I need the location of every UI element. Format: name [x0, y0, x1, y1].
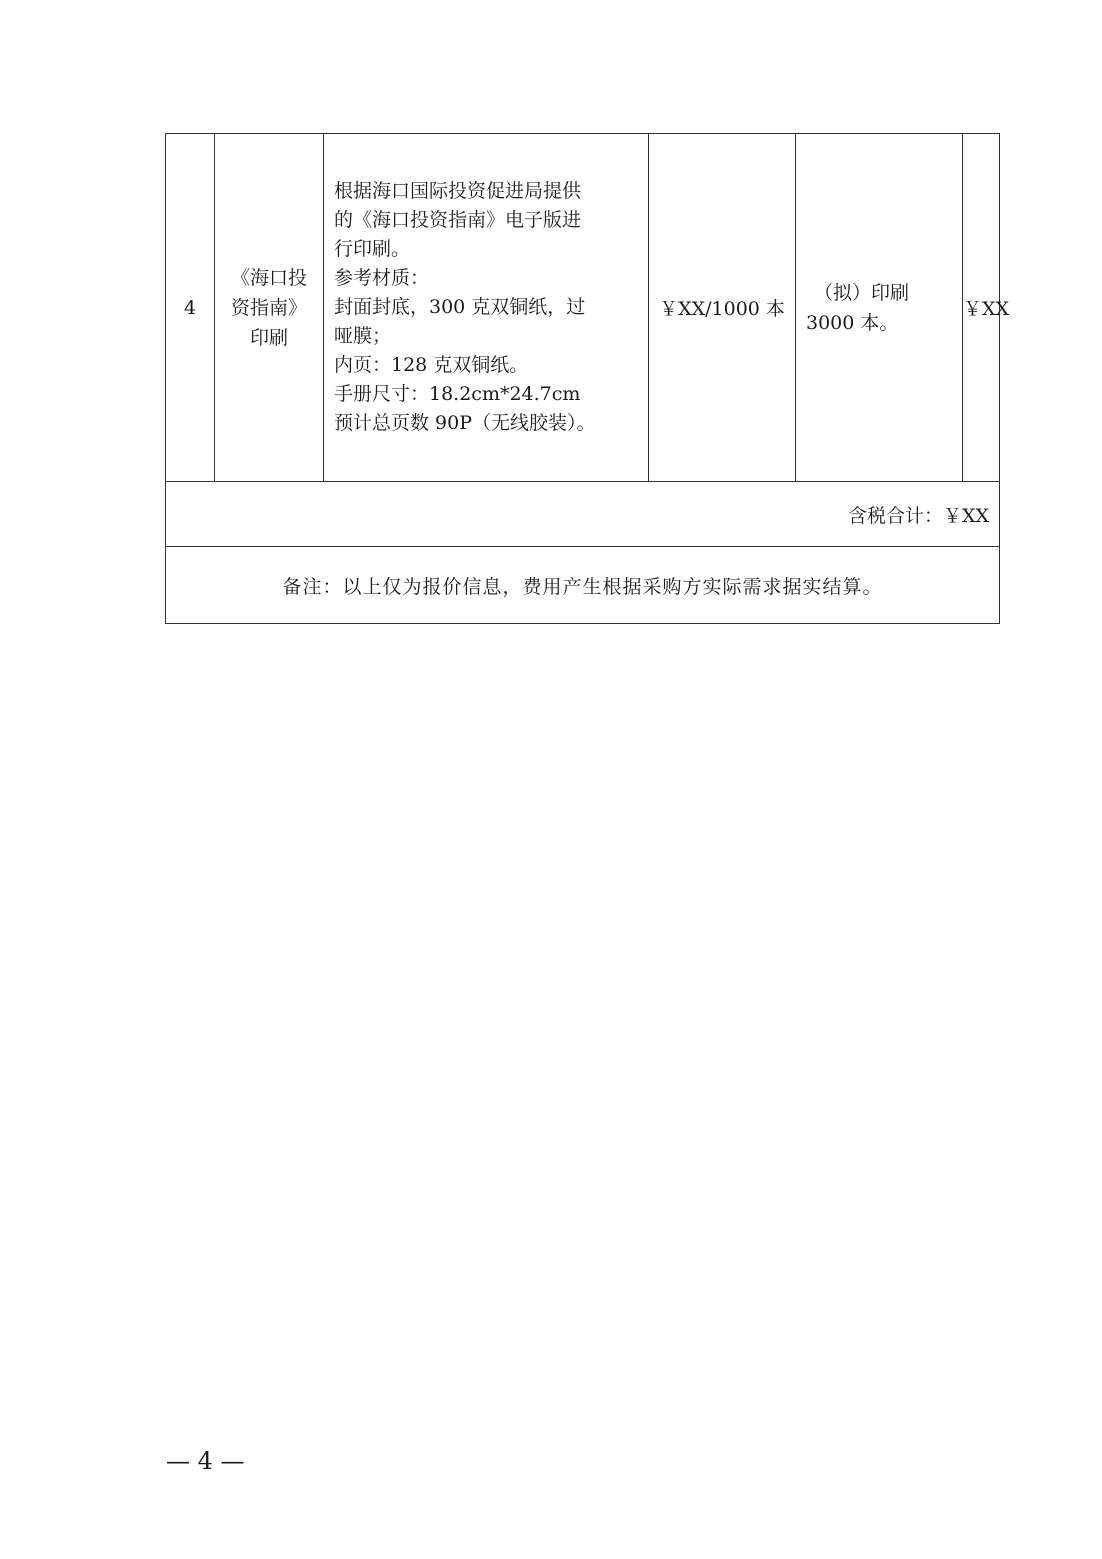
item-number-cell: 4	[166, 134, 215, 482]
item-name-line: 《海口投	[230, 266, 307, 289]
spec-line: 行印刷。	[334, 238, 411, 260]
line-total-cell: ￥XX	[963, 134, 1000, 482]
table-row	[166, 134, 1000, 482]
spec-line: 参考材质：	[334, 267, 430, 289]
quantity-line: （拟）印刷	[814, 281, 910, 304]
spec-line: 根据海口国际投资促进局提供	[334, 180, 582, 202]
spec-line: 手册尺寸：18.2cm*24.7cm	[334, 383, 581, 405]
quantity-line: 3000 本。	[806, 311, 899, 334]
item-name-line: 印刷	[249, 326, 288, 349]
remark-note: 备注：以上仅为报价信息，费用产生根据采购方实际需求据实结算。	[166, 547, 1000, 624]
page-number: — 4 —	[166, 1447, 245, 1475]
unit-price-cell: ￥XX/1000 本	[649, 134, 796, 482]
item-name-line: 资指南》	[230, 296, 307, 319]
quote-table	[165, 133, 1010, 624]
item-name-cell	[215, 134, 324, 482]
item-spec-cell	[324, 134, 649, 482]
spec-line: 哑膜；	[334, 325, 392, 347]
tax-inclusive-total: 含税合计：￥XX	[166, 482, 1000, 547]
sum-row	[166, 482, 1000, 547]
spec-line: 的《海口投资指南》电子版进	[334, 209, 582, 231]
spec-line: 预计总页数 90P（无线胶装）。	[334, 412, 596, 434]
quantity-cell	[796, 134, 963, 482]
note-row	[166, 547, 1000, 624]
spec-line: 内页：128 克双铜纸。	[334, 354, 529, 376]
spec-line: 封面封底，300 克双铜纸，过	[334, 296, 586, 318]
